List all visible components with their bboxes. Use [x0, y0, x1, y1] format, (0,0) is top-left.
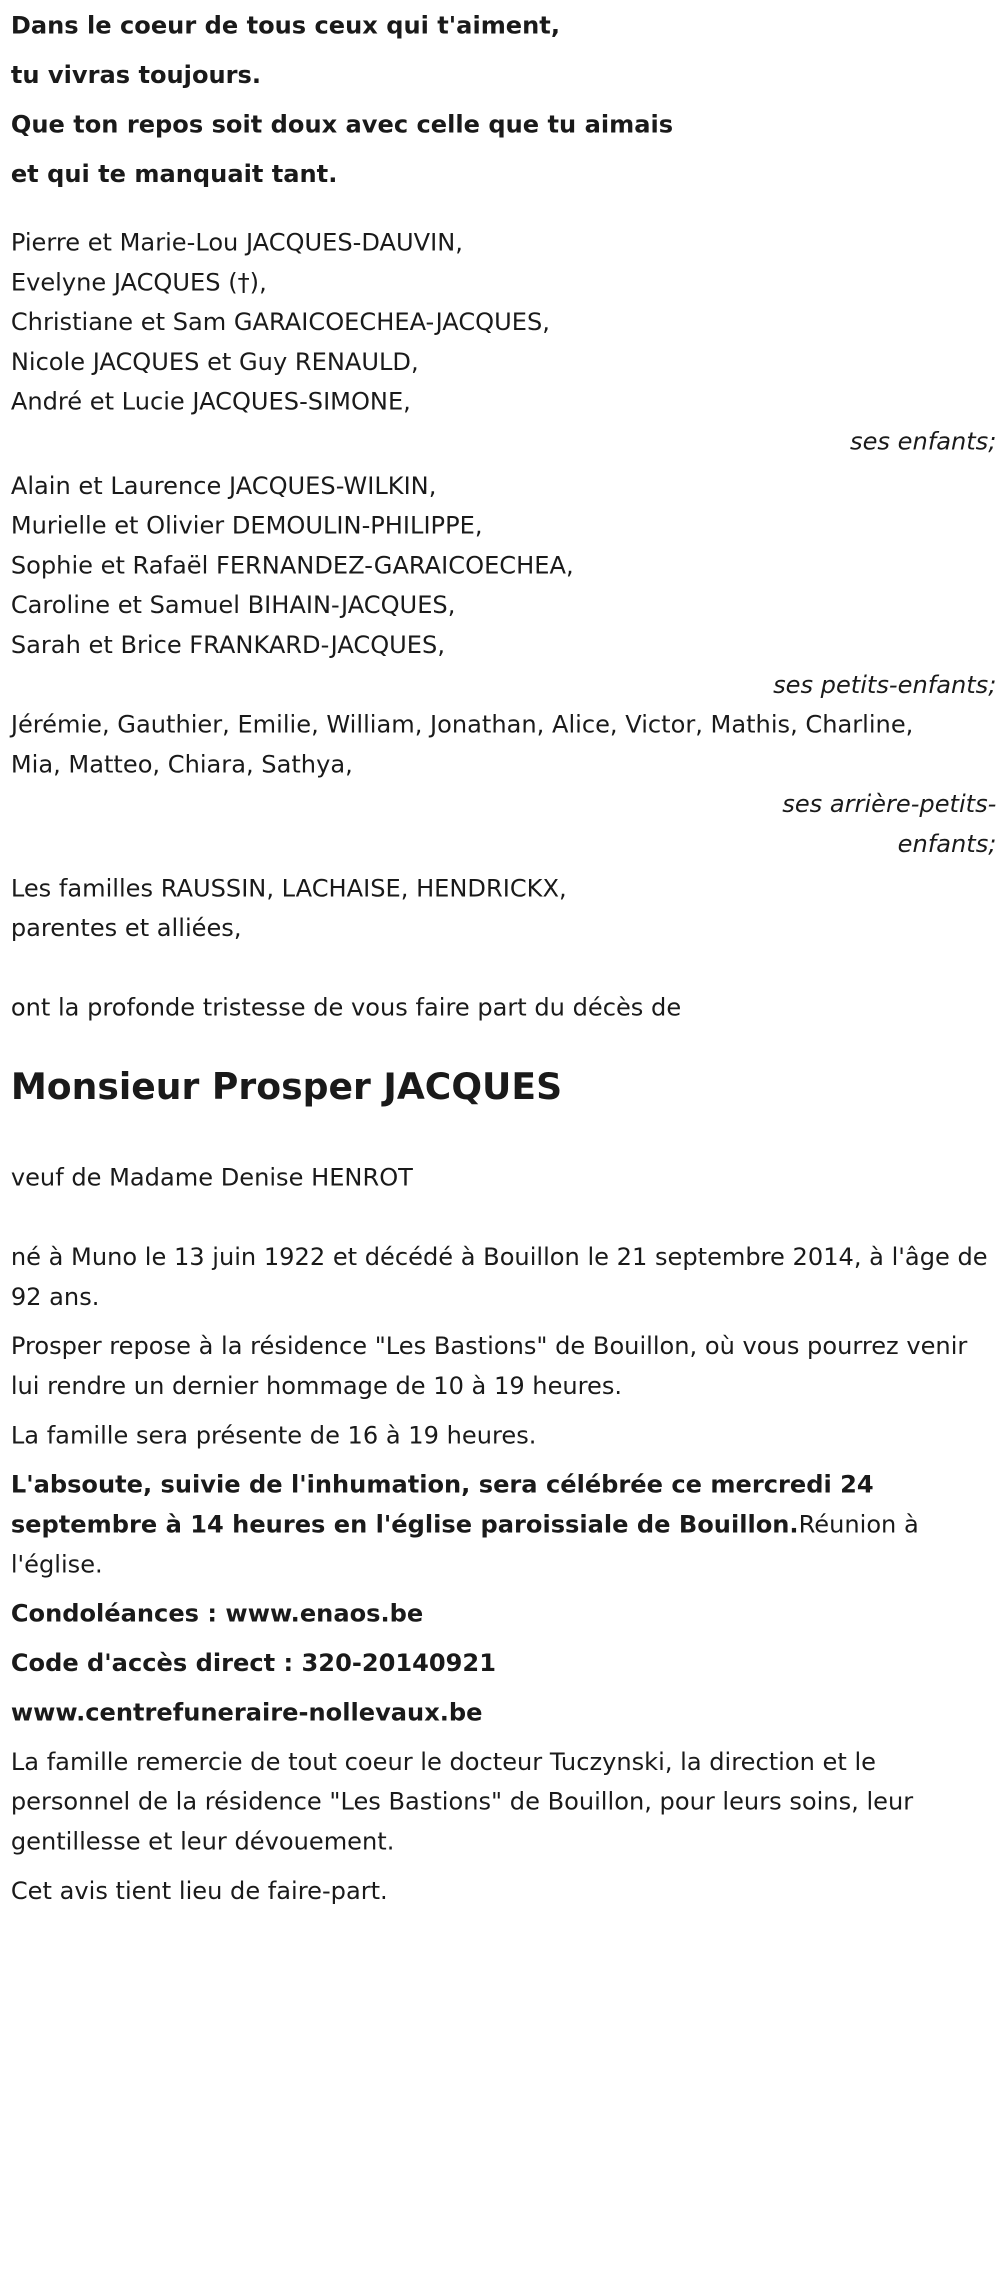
family-presence-text: La famille sera présente de 16 à 19 heures. — [10, 1420, 537, 1450]
family-line: parentes et alliées, — [10, 913, 242, 943]
grandchildren-role: ses petits-enfants; — [773, 669, 997, 699]
condolences-text: Condoléances : www.enaos.be — [10, 1598, 424, 1628]
families-section — [11, 869, 997, 949]
grandchild-name: Alain et Laurence JACQUES-WILKIN, — [10, 471, 437, 500]
epigraph-line: et qui te manquait tant. — [10, 159, 338, 188]
child-name: André et Lucie JACQUES-SIMONE, — [10, 386, 411, 416]
children-section — [11, 223, 997, 462]
website-text: www.centrefuneraire-nollevaux.be — [10, 1697, 483, 1727]
epigraph — [11, 0, 997, 199]
child-name: Christiane et Sam GARAICOECHEA-JACQUES, — [10, 307, 550, 337]
announcement-text: ont la profonde tristesse de vous faire part du décès de — [10, 992, 682, 1022]
birth-death-text: né à Muno le 13 juin 1922 et décédé à Bouillon le 21 septembre 2014, à l'âge de 92 ans. — [10, 1242, 988, 1311]
ceremony-details: L'absoute, suivie de l'inhumation, sera célébrée ce mercredi 24 septembre à 14 heures en l'église paroissiale de Bouillon. — [10, 1469, 874, 1539]
great-grandchild-names: Mia, Matteo, Chiara, Sathya, — [10, 749, 353, 779]
great-grandchildren-role: ses arrière-petits- — [782, 789, 997, 819]
great-grandchildren-role: enfants; — [897, 828, 997, 858]
access-code-text: Code d'accès direct : 320-20140921 — [10, 1648, 496, 1678]
obituary-content — [11, 0, 997, 1920]
epigraph-line: Que ton repos soit doux avec celle que tu aimais — [10, 109, 674, 139]
grandchild-name: Murielle et Olivier DEMOULIN-PHILIPPE, — [10, 510, 483, 540]
widower-text: veuf de Madame Denise HENROT — [10, 1162, 413, 1192]
grandchild-name: Sarah et Brice FRANKARD-JACQUES, — [10, 630, 445, 660]
epigraph-line: Dans le coeur de tous ceux qui t'aiment, — [10, 10, 560, 40]
great-grandchild-names: Jérémie, Gauthier, Emilie, William, Jonathan, Alice, Victor, Mathis, Charline, — [10, 709, 914, 739]
grandchild-name: Sophie et Rafaël FERNANDEZ-GARAICOECHEA, — [10, 550, 574, 580]
thanks-text: La famille remercie de tout coeur le docteur Tuczynski, la direction et le personnel de la résidence "Les Bastions" de Bouillon, pour leurs soins, leur gentillesse et leur dévouement. — [10, 1746, 914, 1856]
grandchild-name: Caroline et Samuel BIHAIN-JACQUES, — [10, 590, 456, 620]
rest-place-text: Prosper repose à la résidence "Les Bastions" de Bouillon, où vous pourrez venir lui rendre un dernier hommage de 10 à 19 heures. — [10, 1331, 968, 1400]
grandchildren-section — [11, 466, 997, 705]
ceremony-text — [11, 1465, 997, 1584]
children-role: ses enfants; — [850, 426, 997, 456]
deceased-name: Monsieur Prosper JACQUES — [10, 1066, 563, 1109]
epigraph-line: tu vivras toujours. — [10, 60, 262, 90]
ceremony-reunion: Réunion à l'église. — [10, 1509, 919, 1579]
great-grandchildren-section — [11, 705, 997, 864]
child-name: Evelyne JACQUES (†), — [10, 267, 267, 297]
family-line: Les familles RAUSSIN, LACHAISE, HENDRICKX, — [10, 873, 567, 903]
closing-text: Cet avis tient lieu de faire-part. — [10, 1875, 388, 1905]
child-name: Pierre et Marie-Lou JACQUES-DAUVIN, — [10, 227, 463, 257]
child-name: Nicole JACQUES et Guy RENAULD, — [10, 346, 419, 376]
